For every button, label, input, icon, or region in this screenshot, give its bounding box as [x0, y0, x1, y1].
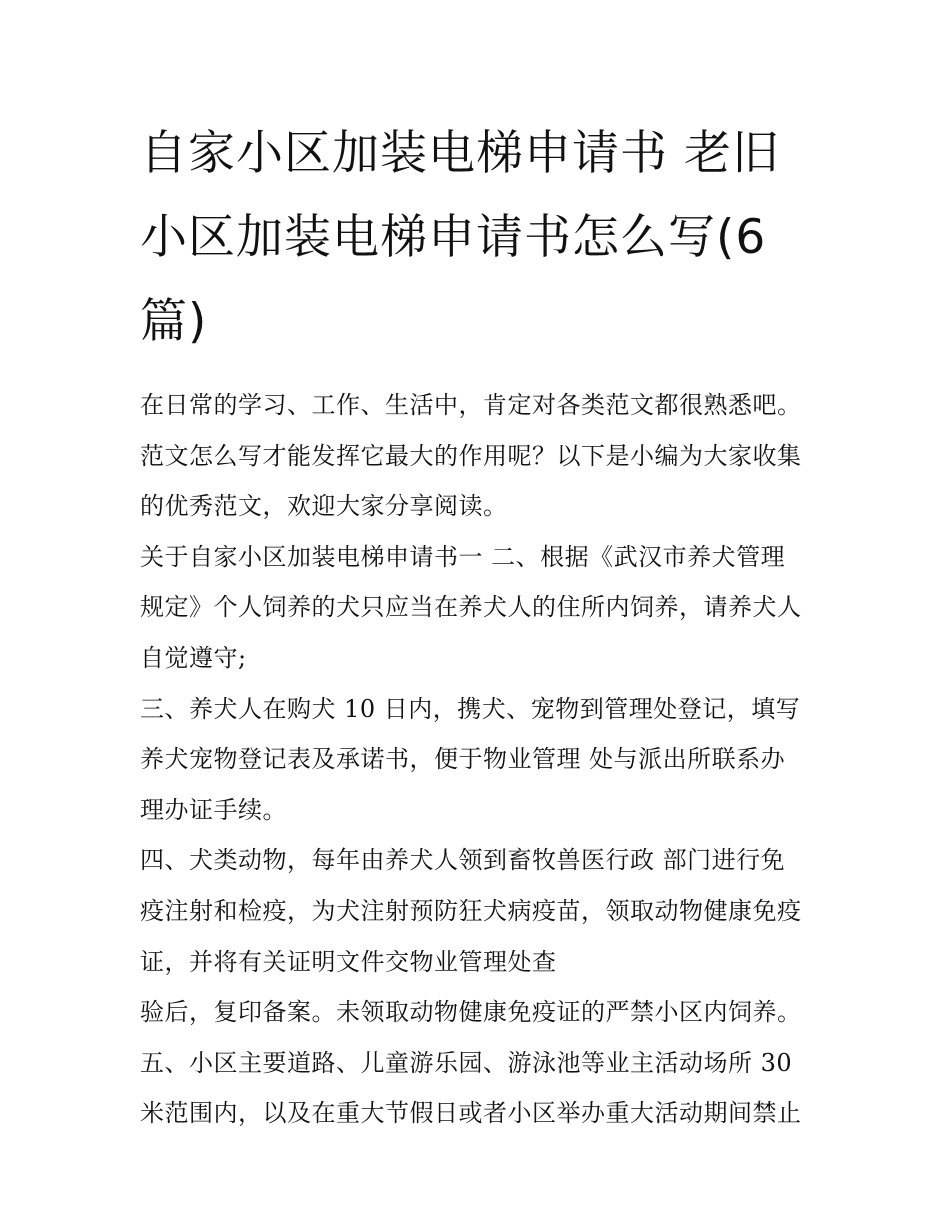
document-title: 自家小区加装电梯申请书 老旧 小区加装电梯申请书怎么写(6 篇): [140, 126, 780, 349]
paragraph-section-four-continued: 验后，复印备案。未领取动物健康免疫证的严禁小区内饲养。: [140, 998, 802, 1027]
paragraph-section-two: 关于自家小区加装电梯申请书一 二、根据《武汉市养犬管理 规定》个人饲养的犬只应当在养犬人的住所内饲养，请养犬人 自觉遵守;: [140, 542, 802, 672]
paragraph-intro: 在日常的学习、工作、生活中，肯定对各类范文都很熟悉吧。 范文怎么写才能发挥它最大的作用呢？以下是小编为大家收集 的优秀范文，欢迎大家分享阅读。: [140, 391, 802, 521]
document-page: [140, 112, 820, 1139]
paragraph-section-five: 五、小区主要道路、儿童游乐园、游泳池等业主活动场所 30 米范围内，以及在重大节假日或者小区举办重大活动期间禁止: [140, 1048, 802, 1128]
paragraph-section-three: 三、养犬人在购犬 10 日内，携犬、宠物到管理处登记，填写 养犬宠物登记表及承诺书，便于物业管理 处与派出所联系办 理办证手续。: [140, 694, 801, 824]
document-body: [140, 380, 820, 1139]
paragraph-section-four: 四、犬类动物，每年由养犬人领到畜牧兽医行政 部门进行免 疫注射和检疫，为犬注射预防狂犬病疫苗，领取动物健康免疫 证，并将有关证明文件交物业管理处查: [140, 846, 802, 976]
